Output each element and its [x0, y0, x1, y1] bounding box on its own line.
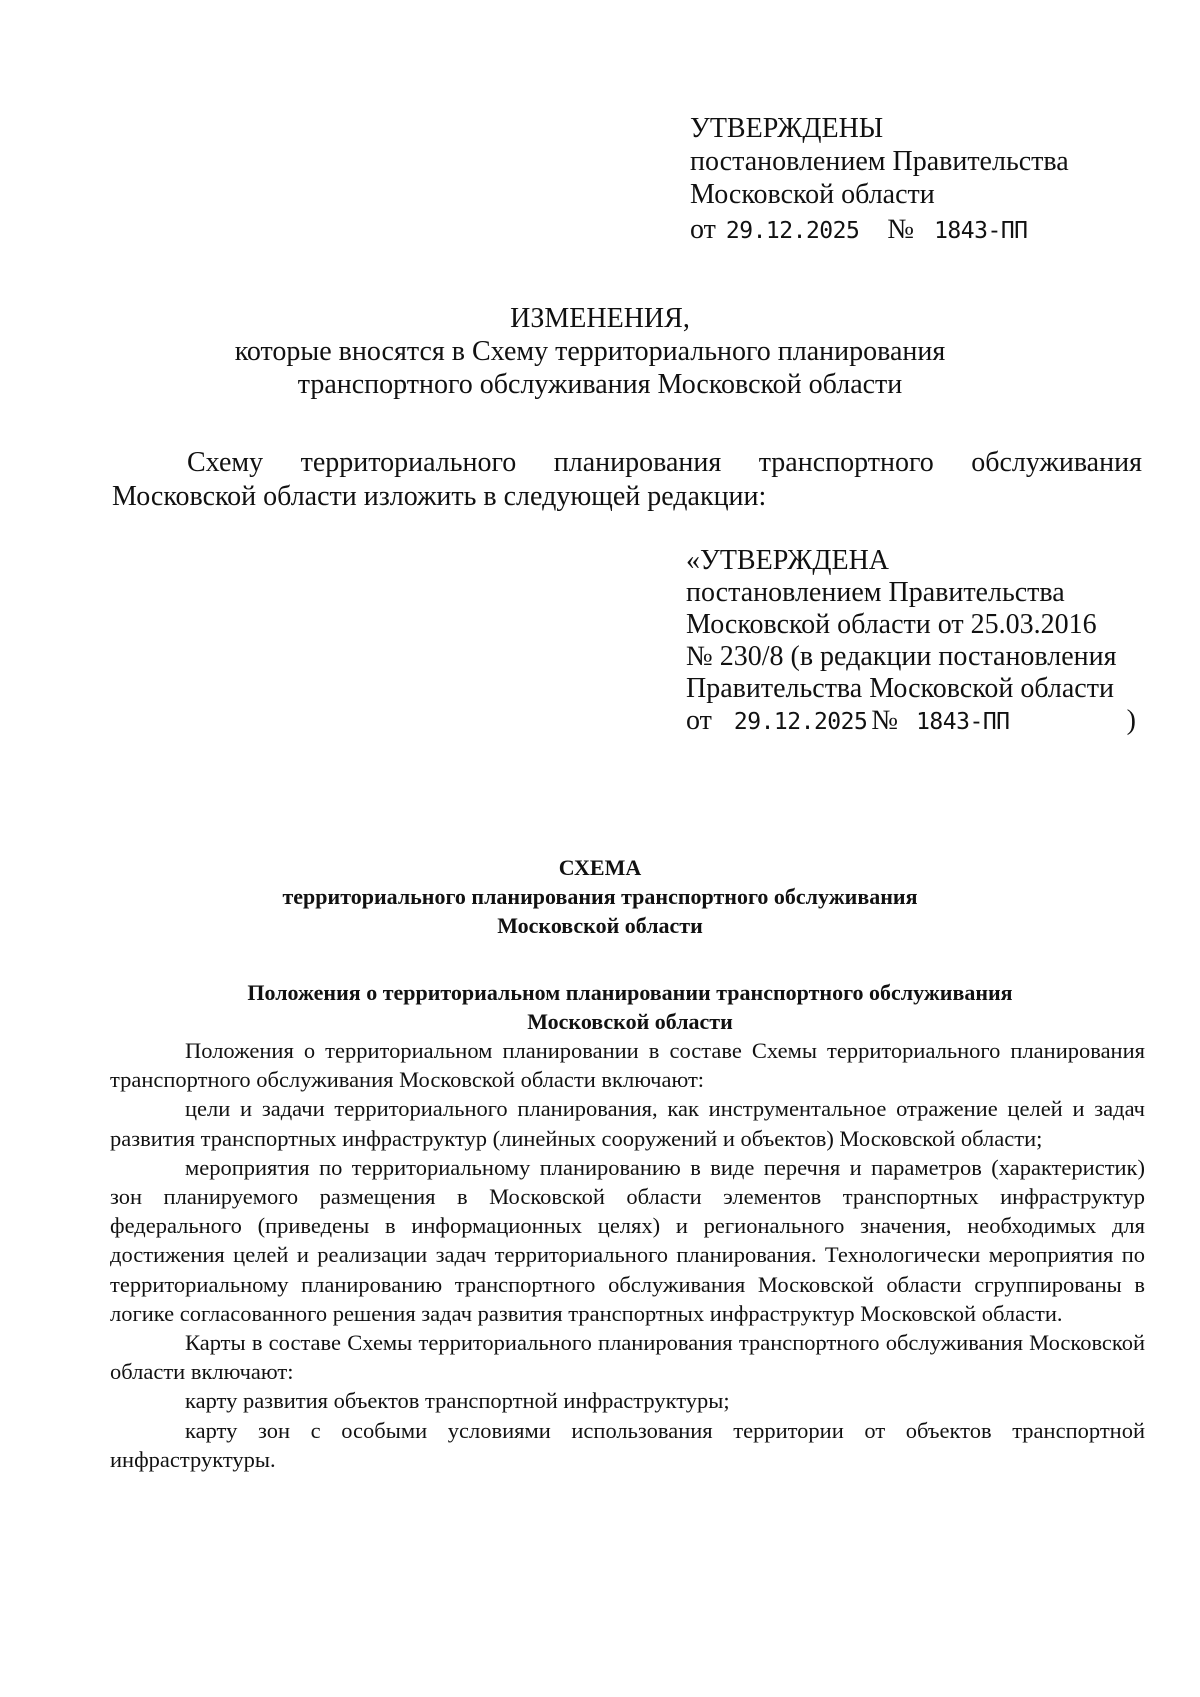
approved-date-row: [686, 705, 1136, 738]
paragraph: мероприятия по территориальному планированию в виде перечня и параметров (характеристик) зон планируемого размещения в Московской области элементов транспортных инфраструктур федерального (приведены в информационных целях) и регионального значения, необходимых для достижения целей и реализации задач территориального планирования. Технологически мероприятия по территориальному планированию транспортного обслуживания Московской области сгруппированы в логике согласованного решения задач развития транспортных инфраструктур Московской области.: [110, 1154, 1145, 1326]
intro-line-1: [112, 446, 1142, 480]
approved-date: 29.12.2025: [733, 709, 868, 735]
provisions-heading: [110, 978, 1150, 1036]
approved-line-3: № 230/8 (в редакции постановления: [686, 641, 1117, 672]
approved-block: [686, 545, 1136, 738]
approval-title: УТВЕРЖДЕНЫ: [690, 113, 884, 144]
approval-number: 1843-ПП: [934, 218, 1028, 244]
intro-word: планирования: [553, 447, 722, 478]
paragraph: карту развития объектов транспортной инфраструктуры;: [185, 1388, 730, 1414]
approved-number-sign: №: [871, 705, 899, 736]
changes-title: ИЗМЕНЕНИЯ,: [510, 303, 690, 334]
intro-line-2: Московской области изложить в следующей редакции:: [112, 481, 767, 512]
intro-word: транспортного: [758, 447, 934, 478]
approved-line-2: Московской области от 25.03.2016: [686, 609, 1097, 640]
changes-subtitle-line-1: которые вносятся в Схему территориального планирования: [234, 336, 946, 367]
scheme-line-1: территориального планирования транспортного обслуживания: [282, 884, 918, 909]
intro-word: Схему: [187, 447, 264, 478]
approved-number: 1843-ПП: [916, 709, 1010, 735]
changes-heading: [0, 302, 1200, 401]
scheme-line-2: Московской области: [497, 913, 703, 938]
paragraph: Карты в составе Схемы территориального планирования транспортного обслуживания Московской области включают:: [110, 1330, 1145, 1385]
paragraph: цели и задачи территориального планирования, как инструментальное отражение целей и задач развития транспортных инфраструктур (линейных сооружений и объектов) Московской области;: [110, 1096, 1145, 1151]
changes-subtitle-line-2: транспортного обслуживания Московской области: [297, 369, 903, 400]
approval-line-1: постановлением Правительства: [690, 146, 1069, 177]
approval-date: 29.12.2025: [725, 218, 860, 244]
approval-number-sign: №: [887, 214, 915, 245]
approved-line-1: постановлением Правительства: [686, 577, 1065, 608]
scheme-heading: [0, 853, 1200, 940]
intro-word: обслуживания: [971, 447, 1142, 478]
approval-date-row: [690, 213, 1069, 248]
approved-close-paren: ): [1126, 705, 1136, 736]
approval-block: [690, 112, 1069, 248]
intro-paragraph: [112, 446, 1142, 514]
approved-line-4: Правительства Московской области: [686, 673, 1114, 704]
paragraph: карту зон с особыми условиями использования территории от объектов транспортной инфраструктуры.: [110, 1417, 1145, 1472]
body-text: [110, 1036, 1145, 1474]
provisions-title-line-1: Положения о территориальном планировании транспортного обслуживания: [247, 980, 1013, 1005]
intro-word: территориального: [300, 447, 517, 478]
paragraph: Положения о территориальном планировании в составе Схемы территориального планирования транспортного обслуживания Московской области включают:: [110, 1038, 1145, 1093]
approved-title: «УТВЕРЖДЕНА: [686, 545, 890, 576]
scheme-title: СХЕМА: [558, 855, 642, 880]
approved-from-label: от: [686, 705, 712, 736]
approval-from-label: от: [690, 214, 716, 245]
approval-line-2: Московской области: [690, 179, 935, 210]
provisions-title-line-2: Московской области: [527, 1009, 733, 1034]
